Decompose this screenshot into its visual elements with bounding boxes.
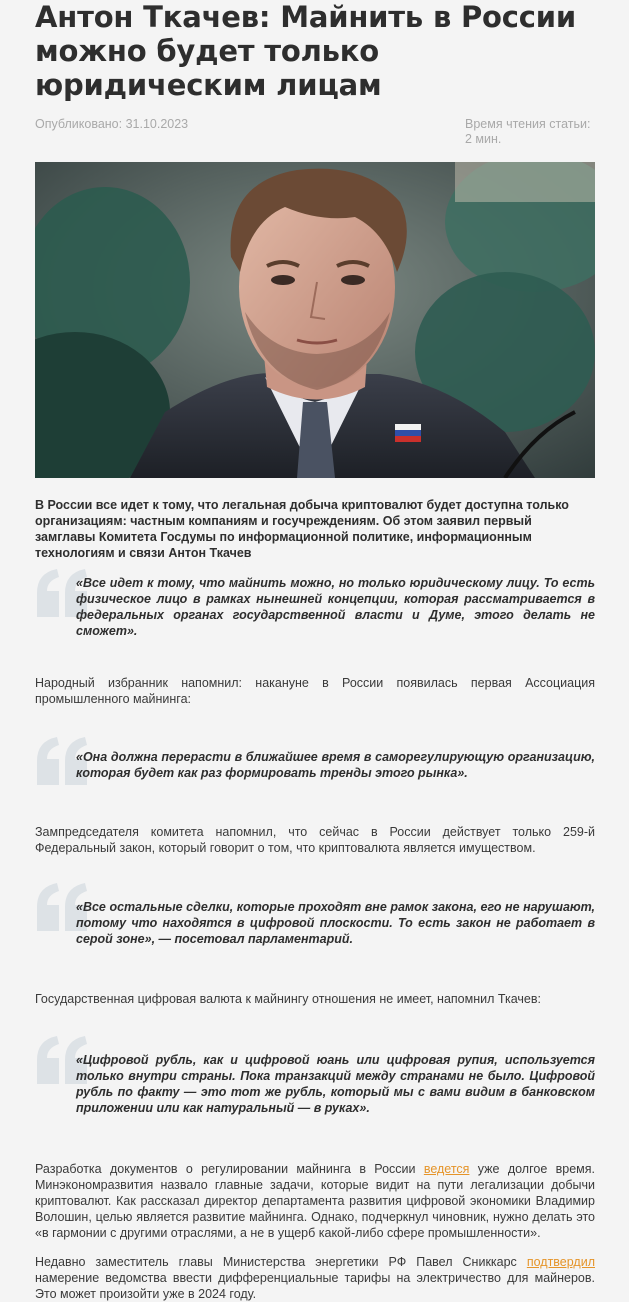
quote-1-text: «Все идет к тому, что майнить можно, но только юридическому лицу. То есть физическое лицо в рамках нынешней концепции, которая рассматривается в федеральных органах государственной власти и Думе, этого делать не сможет». xyxy=(76,576,595,638)
blockquote-3 xyxy=(35,899,595,947)
paragraph-4-text-start: Разработка документов о регулировании майнинга в России xyxy=(35,1162,424,1176)
portrait-photo xyxy=(35,162,595,478)
paragraph-2: Зампредседателя комитета напомнил, что сейчас в России действует только 259-й Федеральный закон, который говорит о том, что криптовалюта является имуществом. xyxy=(35,825,595,855)
article-title: Антон Ткачев: Майнить в России можно будет только юридическим лицам xyxy=(35,0,576,102)
publish-date: Опубликовано: 31.10.2023 xyxy=(35,117,189,131)
read-time: Время чтения статьи: 2 мин. xyxy=(465,117,591,146)
link-vedetsya[interactable]: ведется xyxy=(423,1162,470,1176)
link-podtverdil[interactable]: подтвердил xyxy=(526,1255,595,1269)
paragraph-4-text-end: уже долгое время. Минэкономразвития назвало главные задачи, которые видит на пути легализации добычи криптовалют. Как рассказал директор департамента развития цифровой экономики Владимир Волошин, целью является развитие майнинга. Однако, подчеркнул чиновник, нужно делать это «в гармонии с другими отраслями, а не в ущерб какой-либо сфере промышленности». xyxy=(35,1162,595,1240)
quote-4-text: «Цифровой рубль, как и цифровой юань или цифровая рупия, используется только внутри страны. Пока транзакций между странами не было. Цифровой рубль по факту — это тот же рубль, который мы с вами видим в банковском приложении или как натуральный — в руках». xyxy=(76,1053,595,1115)
blockquote-2 xyxy=(35,749,595,781)
blockquote-4 xyxy=(35,1052,595,1116)
article xyxy=(35,0,595,1302)
article-photo xyxy=(35,162,595,478)
article-lead: В России все идет к тому, что легальная добыча криптовалют будет доступна только организациям: частным компаниям и госучреждениям. Об этом заявил первый замглавы Комитета Госдумы по информационной политике, информационным технологиям и связи Антон Ткачев xyxy=(35,498,569,560)
quote-3-text: «Все остальные сделки, которые проходят вне рамок закона, его не нарушают, потому что находятся в цифровой плоскости. То есть закон не работает в серой зоне», — посетовал парламентарий. xyxy=(76,900,595,946)
paragraph-1: Народный избранник напомнил: накануне в России появилась первая Ассоциация промышленного майнинга: xyxy=(35,676,595,706)
paragraph-5 xyxy=(35,1254,595,1302)
article-meta xyxy=(35,117,595,161)
quote-2-text: «Она должна перерасти в ближайшее время в саморегулирующую организацию, которая будет как раз формировать тренды этого рынка». xyxy=(76,750,595,780)
paragraph-5-text-start: Недавно заместитель главы Министерства энергетики РФ Павел Сниккарс xyxy=(35,1255,527,1269)
paragraph-4 xyxy=(35,1161,595,1241)
paragraph-5-text-end: намерение ведомства ввести дифференциальные тарифы на электричество для майнеров. Это может произойти уже в 2024 году. xyxy=(35,1271,595,1301)
paragraph-3: Государственная цифровая валюта к майнингу отношения не имеет, напомнил Ткачев: xyxy=(35,992,541,1006)
blockquote-1 xyxy=(35,575,595,639)
